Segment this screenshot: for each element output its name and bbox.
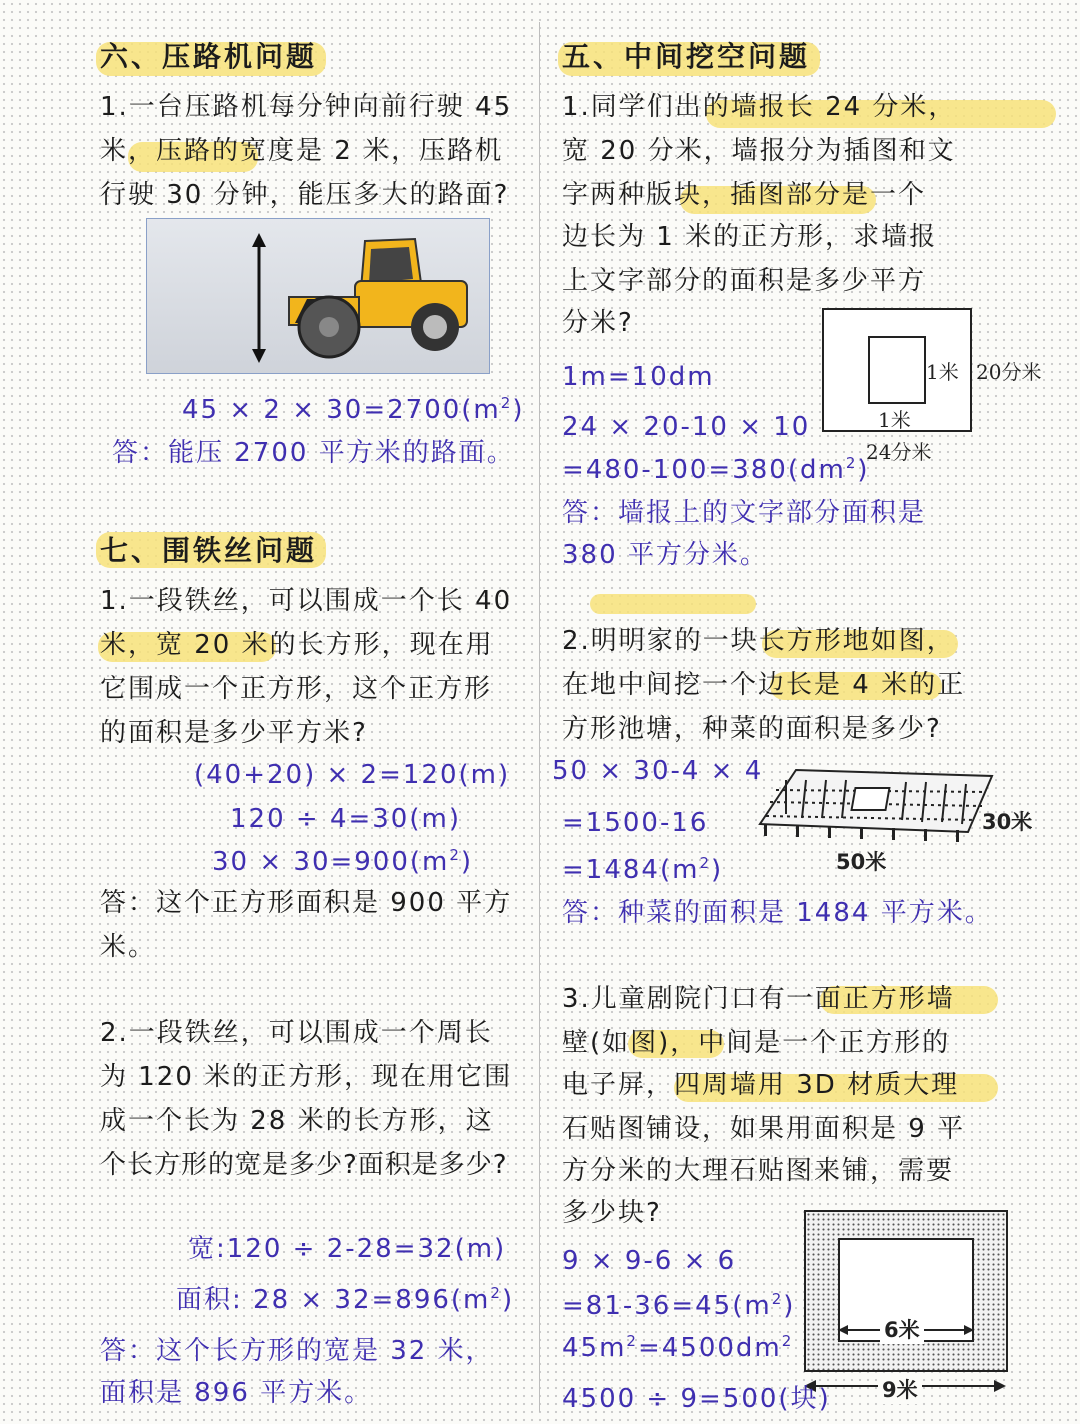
question-line: 方形池塘，种菜的面积是多少?	[562, 714, 942, 744]
calc-line: $45m^2=4500dm^2$	[562, 1332, 794, 1363]
calc-line: 面积: $28 \times 32=896(m^2)$	[176, 1284, 515, 1315]
column-divider	[539, 22, 540, 1412]
question-line: 3.儿童剧院门口有一面正方形墙	[562, 984, 955, 1014]
section-heading-5: 五、中间挖空问题	[562, 40, 811, 73]
question-line: 字两种版块，插图部分是一个	[562, 180, 927, 210]
answer-text: 答：种菜的面积是 1484 平方米。	[562, 898, 993, 928]
question-line: 2.一段铁丝，可以围成一个周长	[100, 1018, 493, 1048]
figure-label: 30米	[982, 810, 1033, 834]
calc-line: 1m=10dm	[562, 362, 715, 392]
calc-line: $45 \times 2 \times 30=2700(m^2)$	[182, 394, 525, 425]
answer-line: 米。	[100, 932, 157, 962]
answer-line: 380 平方分米。	[562, 540, 768, 570]
calc-line: 24 × 20-10 × 10	[562, 412, 811, 442]
figure-label: 9米	[878, 1374, 922, 1404]
answer-line: 答：这个长方形的宽是 32 米，	[100, 1336, 494, 1366]
question-line: 多少块?	[562, 1198, 662, 1228]
inner-square	[868, 336, 926, 404]
question-line: 宽 20 分米，墙报分为插图和文	[562, 136, 956, 166]
question-line: 电子屏，四周墙用 3D 材质大理	[562, 1070, 960, 1100]
calc-line: $=81-36=45(m^2)$	[562, 1290, 796, 1321]
text-highlight	[590, 594, 756, 614]
figure-label: 50米	[836, 850, 887, 874]
question-line: 壁(如图)，中间是一个正方形的	[562, 1028, 951, 1058]
calc-line: $30 \times 30=900(m^2)$	[212, 846, 474, 877]
answer-line: 答：墙报上的文字部分面积是	[562, 498, 927, 528]
calc-line: (40+20) × 2=120(m)	[194, 760, 511, 790]
answer-text: 答：能压 2700 平方米的路面。	[112, 438, 515, 468]
figure-label: 1米	[926, 360, 959, 384]
question-line: 米，压路的宽度是 2 米，压路机	[100, 136, 504, 166]
calc-line: 120 ÷ 4=30(m)	[230, 804, 461, 834]
vegetable-field-figure	[756, 762, 996, 842]
question-line: 成一个长为 28 米的长方形，这	[100, 1106, 494, 1136]
question-line: 为 120 米的正方形，现在用它围	[100, 1062, 513, 1092]
question-line: 1.一段铁丝，可以围成一个长 40	[100, 586, 513, 616]
calc-line: 9 × 9-6 × 6	[562, 1246, 737, 1276]
question-line: 边长为 1 米的正方形，求墙报	[562, 222, 938, 252]
answer-line: 答：这个正方形面积是 900 平方	[100, 888, 513, 918]
question-line: 上文字部分的面积是多少平方	[562, 266, 927, 296]
question-line: 2.明明家的一块长方形地如图，	[562, 626, 955, 656]
theatre-wall-figure	[804, 1210, 1008, 1372]
question-line: 1.同学们出的墙报长 24 分米，	[562, 92, 957, 122]
figure-label: 1米	[878, 408, 911, 432]
section-heading-6: 六、压路机问题	[100, 40, 318, 73]
calc-line: $=480-100=380(dm^2)$	[562, 454, 870, 485]
figure-label: 24分米	[866, 440, 932, 464]
question-line: 石贴图铺设，如果用面积是 9 平	[562, 1114, 966, 1144]
question-line: 方分米的大理石贴图来铺，需要	[562, 1156, 955, 1186]
calc-line: =1500-16	[562, 808, 709, 838]
calc-line: 4500 ÷ 9=500(块)	[562, 1384, 831, 1414]
vertical-double-arrow-icon	[252, 233, 266, 363]
calc-line: $=1484(m^2)$	[562, 854, 724, 885]
figure-label: 6米	[880, 1314, 924, 1344]
section-heading-7: 七、围铁丝问题	[100, 534, 318, 567]
answer-line: 面积是 896 平方米。	[100, 1378, 373, 1408]
question-line: 它围成一个正方形，这个正方形	[100, 674, 493, 704]
figure-label: 20分米	[976, 360, 1042, 384]
question-line: 米，宽 20 米的长方形，现在用	[100, 630, 494, 660]
question-line: 的面积是多少平方米?	[100, 718, 368, 748]
question-line: 行驶 30 分钟，能压多大的路面?	[100, 180, 510, 210]
road-roller-icon	[147, 219, 489, 373]
question-line: 1.一台压路机每分钟向前行驶 45	[100, 92, 513, 122]
question-line: 在地中间挖一个边长是 4 米的正	[562, 670, 966, 700]
road-roller-illustration	[146, 218, 490, 374]
question-line: 分米?	[562, 308, 634, 338]
calc-line: 50 × 30-4 × 4	[552, 756, 764, 786]
question-line: 个长方形的宽是多少?面积是多少?	[100, 1150, 508, 1180]
calc-line: 宽:120 ÷ 2-28=32(m)	[188, 1234, 507, 1264]
